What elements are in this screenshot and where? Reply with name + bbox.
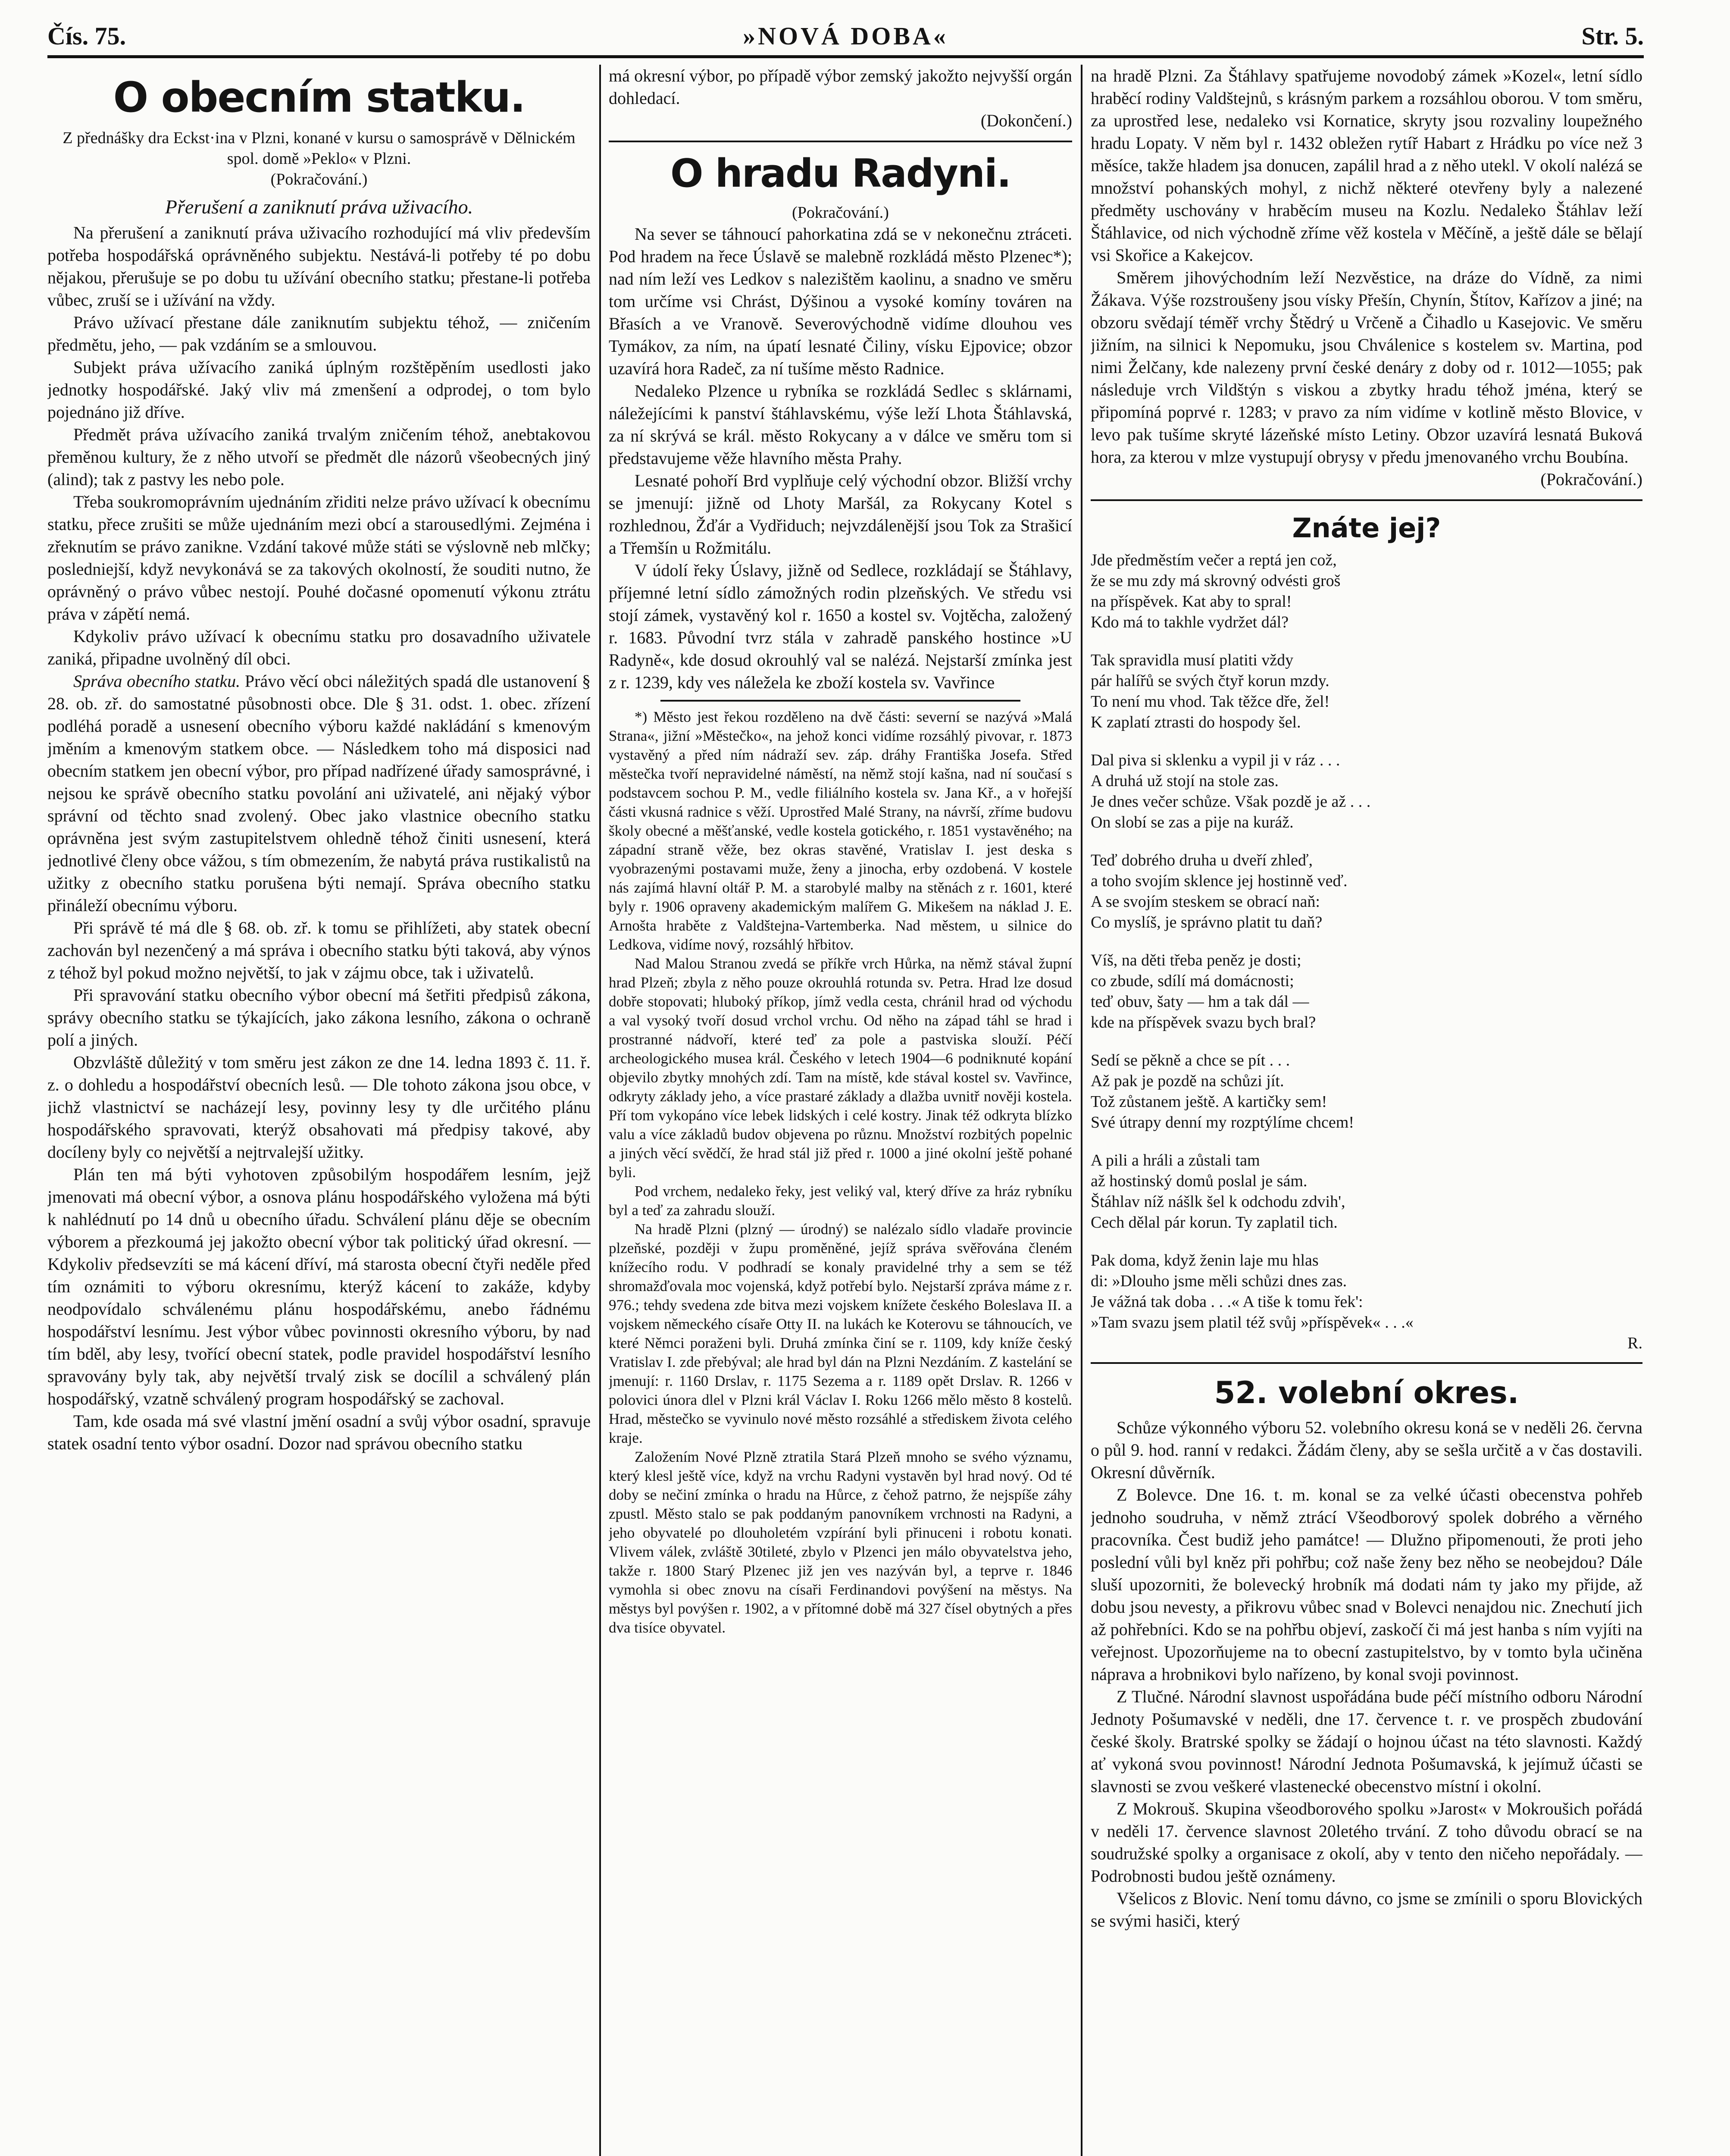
poem-line: až hostinský domů poslal je sám. (1091, 1172, 1308, 1190)
poem-title: Znáte jej? (1292, 512, 1441, 544)
continuation-note: (Pokračování.) (792, 204, 889, 222)
paragraph: V údolí řeky Úslavy, jižně od Sedlece, rozkládají se Štáhlavy, příjemné letní sídlo zámožných rodin plzeňských. Ve středu vsi stojí zámek, vystavěný kol r. 1650 a kostel sv. Vojtěcha, založený r. 1683. Původní tvrz stála v zahradě panského hostince »U Radyně«, kde dosud okrouhlý val se nalézá. Nejstarší zmínka jest z r. 1239, kdy ves náležela ke zboží kostela sv. Vavřince (609, 561, 1072, 692)
footnote: Nad Malou Stranou zvedá se příkře vrch Hůrka, na němž stával župní hrad Plzeň; zbyla z něho pouze okrouhlá rotunda sv. Petra. Hrad lze dosud dobře stopovati; hluboký příkop, jímž vedla cesta, chránil hrad od východu a val vysoký tvoří dosud vrchol vrchu. Od něho na západ táhl se hrad i prostranné nádvoří, které teď za pole a pastviska slouží. Péčí archeologického musea král. Českého v letech 1904—6 podniknuté kopání objevilo zbytky mnohých zdí. Tam na místě, kde stával kostel sv. Vavřince, odkryty základy jeho, a více prastaré základy a dlažba uvnitř nověji kostela. Pří tom vykopáno více lebek lidských i celé kostry. Jinak též odkryta blízko valu a více základů budov objevena po různu. Množství rozbitých popelnic a jiných věcí svědčí, že hrad stál již před r. 1000 a jiné okolní ještě pohané byli. (609, 955, 1072, 1181)
notice-paragraph: Schůze výkonného výboru 52. volebního okresu koná se v neděli 26. června o půl 9. hod. ranní v redakci. Žádám členy, aby se sešla určitě a v čas dostavili. Okresní důvěrník. (1091, 1418, 1642, 1482)
article-title-obecni-statek: O obecním statku. (113, 73, 525, 122)
paragraph: Lesnaté pohoří Brd vyplňuje celý východní obzor. Bližší vrchy se jmenují: jižně od Lhoty Maršál, za Rokycany Kotel s rozhlednou, Žďár a Vydřiduch; nejvzdálenější jsou Tok za Strašicí a Třemšín u Rožmitálu. (609, 471, 1072, 558)
poem-line: A druhá už stojí na stole zas. (1091, 772, 1279, 790)
poem-line: K zaplatí ztrasti do hospody šel. (1091, 713, 1301, 731)
poem-line: »Tam svazu jsem platil též svůj »příspěvek« . . .« (1091, 1313, 1414, 1332)
column-2 (609, 65, 1072, 2156)
poem-line: Cech dělal pár korun. Ty zaplatil tich. (1091, 1213, 1338, 1232)
issue-number: Čís. 75. (47, 22, 126, 50)
poem-line: Své útrapy denní my rozptýlíme chcem! (1091, 1113, 1354, 1131)
poem-line: pár halířů se svých čtyř korun mzdy. (1091, 672, 1330, 690)
paragraph: Na sever se táhnoucí pahorkatina zdá se v nekonečnu ztráceti. Pod hradem na řece Úslavě se malebně rozkládá město Plzenec*); nad ním leží ves Ledkov s nalezištěm kaolinu, a snadno ve směru tom určíme vsi Chrást, Dýšinou a vysoké komíny továren na Břasích a ve Vranově. Severovýchodně vidíme dlouhou ves Tymákov, za ním, na úpatí lesnaté Čiliny, vísku Ejpovice; obzor uzavírá hora Radeč, za ní tušíme město Radnice. (609, 224, 1072, 378)
paragraph: Na přerušení a zaniknutí práva uživacího rozhodující má vliv především potřeba hospodářská oprávněného subjektu. Nestává-li potřeby té po dobu nějakou, přerušuje se po dobu tu užívání obecního statku; přestane-li potřeba vůbec, zruší se i užívání na vždy. (47, 223, 591, 310)
poem-line: Sedí se pěkně a chce se pít . . . (1091, 1051, 1290, 1069)
footnote: *) Město jest řekou rozděleno na dvě části: severní se nazývá »Malá Strana«, jižní »Městečko«, na jehož konci vidíme rozsáhlý pivovar, r. 1873 vystavěný a před ním nádraží sev. záp. dráhy Františka Josefa. Střed městečka tvoří nepravidelné náměstí, na němž stojí kašna, nad ní současí s podstavcem sochou P. M., vedle filiálního kostela sv. Jana Kř., a v hořejší části vkusná radnice s věží. Uprostřed Malé Strany, na návrší, zříme budovu školy obecné a měšťanské, vedle kostela gotického, r. 1851 vystavěného; na západní straně věže, bez okras stavěné, Vratislav I. jest deska s vyobrazenými postavami muže, ženy a jinocha, erby ozdobená. V kostele nás zajímá hlavní oltář P. M. a starobylé malby na stěnách z r. 1601, které byly r. 1906 opraveny akademickým malířem G. Mikešem na náklad J. E. Arnošta hraběte z Valdštejna-Vartemberka. Nad městem, u silnice do Ledkova, vidíme nový, rozsáhlý hřbitov. (609, 708, 1072, 953)
column-rule-2 (1081, 65, 1082, 2156)
poem-line: Co myslíš, je správno platit tu daň? (1091, 913, 1323, 931)
paragraph: Při správě té má dle § 68. ob. zř. k tomu se přihlížeti, aby statek obecní zachován byl nezenčený a má správa i obecního statku býti taková, aby výnos z téhož byl pokud možno největší, to jak v zájmu obce, tak i uživatelů. (47, 918, 591, 982)
poem-line: Pak doma, když ženin laje mu hlas (1091, 1251, 1319, 1269)
poem-signature: R. (1627, 1334, 1642, 1352)
poem-line: kde na příspěvek svazu bych bral? (1091, 1013, 1316, 1031)
page-header (47, 13, 1644, 56)
paragraph: Při spravování statku obecního výbor obecní má šetřiti předpisů zákona, správy obecního statku se týkajících, jako zákona lesního, zákona o ochraně polí a jiných. (47, 985, 591, 1050)
article-title-radyne: O hradu Radyni. (670, 151, 1011, 196)
column-3 (1091, 65, 1642, 2156)
poem-line: Tak spravidla musí platiti vždy (1091, 651, 1294, 669)
paragraph: Plán ten má býti vyhotoven způsobilým hospodářem lesním, jejž jmenovati má obecní výbor, a osnova plánu hospodářského vyložena má býti k nahlédnutí po 14 dnů u obecního úřadu. Schválení plánu děje se obecním výborem a přezkoumá jej jakožto obecní výbor tak politický úřad okresní. — Kdykoliv předsevzíti se má kácení dříví, má starosta obecní čtyři neděle před tím oznámiti to výboru okresnímu, kterýž kácení to zakáže, kdyby neodpovídalo schválenému plánu hospodářskému, anebo řádnému hospodářství lesnímu. Jest výbor vůbec povinnosti okresního výboru, by nad tím bděl, aby lesy, tvořící obecní statek, podle pravidel hospodářství lesního spravovány byly tak, aby největší trvalý zisk se docílil a schválený plán hospodářský, vzatně schválený program hospodářský se zachoval. (47, 1165, 591, 1408)
paragraph: Třeba soukromoprávním ujednáním zřiditi nelze právo užívací k obecnímu statku, přece zrušiti se může ujednáním mezi obcí a starousedlými. Zejména i zřeknutím se právo zanikne. Vzdání takové může státi se výslovně neb mlčky; posledniejší, když nevykonává se za takových okolností, že souditi nutno, že oprávněný o právo vůbec nestojí. Pouhé dočasné opomenutí výkonu ztrátu práva v zápětí nemá. (47, 492, 591, 624)
poem-line: On slobí se zas a pije na kuráž. (1091, 813, 1294, 831)
footnote: Založením Nové Plzně ztratila Stará Plzeň mnoho se svého významu, který klesl ještě více, když na vrchu Radyni vystavěn byl hrad nový. Od té doby se nečiní zmínka o hradu na Hůrce, z čehož patrno, že nejspíše záhy zpustl. Město stalo se pak poddaným panovníkem vrchnosti na Radyni, a jeho obyvatelé po dlouholetém vzpírání byli přinuceni i robotu konati. Vlivem válek, zvláště 30tileté, zbylo v Plzenci jen málo obyvatelstva jeho, takže r. 1800 Starý Plzenec již jen ves nazýván byl, a teprve r. 1846 vymohla si obec znovu na císaři Ferdinandovi povýšení na městys. Na městys byl povýšen r. 1902, a v přítomné době má 327 čísel obytných a přes dva tisíce obyvatel. (609, 1448, 1072, 1636)
newspaper-title: »NOVÁ DOBA« (743, 22, 948, 50)
poem-line: To není mu vhod. Tak těžce dře, žel! (1091, 693, 1330, 711)
poem-line: Až pak je pozdě na schůzi jít. (1091, 1072, 1284, 1090)
paragraph: na hradě Plzni. Za Štáhlavy spatřujeme novodobý zámek »Kozel«, letní sídlo hraběcí rodiny Valdštejnů, s krásným parkem a rozsáhlou oborou. V tom směru, za uprostřed lese, nedaleko vsi Kornatice, skryty jsou rozvaliny loupežného hradu Lopaty. V něm byl r. 1432 obležen rytíř Habart z Hrádku po více než 3 měsíce, takže hladem jsa donucen, zapálil hrad a z něho utekl. V okolí nalézá se množství pohanských mohyl, z nichž některé otevřeny byly a nalezené předměty uschovány v hraběcím museu na Kozlu. Nedaleko Štáhlav leží Štáhlavice, od nich východně zříme věž kostela v Měčíně, a ještě dále se bělají vsi Skořice a Kakejcov. (1091, 66, 1642, 265)
poem-line: Tož zůstanem ještě. A kartičky sem! (1091, 1093, 1327, 1111)
poem-line: a toho svojím sklence jej hostinně veď. (1091, 872, 1348, 890)
poem-line: na příspěvek. Kat aby to spral! (1091, 592, 1292, 611)
continuation-note: (Pokračování.) (1540, 470, 1642, 489)
footnote: Pod vrchem, nedaleko řeky, jest veliký val, který dříve za hráz rybníku byl a teď za zahradu slouží. (609, 1183, 1072, 1219)
poem-line: teď obuv, šaty — hm a tak dál — (1091, 993, 1309, 1011)
paragraph: Správa obecního statku. Právo věcí obci náležitých spadá dle ustanovení § 28. ob. zř. do samostatné působnosti obce. Dle § 31. odst. 1. obec. zřízení podléhá poradě a usnesení obecního výboru každé nakládání s kmenovým jměním a kmenovým statkem obce. — Následkem toho má disposici nad obecním statkem jen obecní výbor, pro případ nadřízené úřady samosprávné, i nejsou ke správě obecního statku povolání ani uživatelé, ani nějaký výbor správní od těchto snad zvolený. Obec jako vlastnice obecního statku oprávněna jest svým zastupitelstvem ohledně téhož činiti usnesení, která jednotlivé členy obce vážou, s tím obmezením, že nabytá práva rustikalistů na užitky z obecního statku porušena býti nemají. Správa obecního statku přináleží obecnímu výboru. (47, 671, 591, 915)
poem (1091, 550, 1642, 1354)
poem-line: Jde předměstím večer a reptá jen což, (1091, 551, 1337, 569)
poem-line: co zbude, sdílí má domácnosti; (1091, 972, 1294, 990)
paragraph: Nedaleko Plzence u rybníka se rozkládá Sedlec s sklárnami, náležejícími k panství štáhlavskému, výše leží Lhota Štáhlavská, za ní skrývá se král. město Rokycany a v dálce ve směru tom si představujeme věže hlavního města Prahy. (609, 381, 1072, 468)
paragraph: Právo užívací přestane dále zaniknutím subjektu téhož, — zničením předmětu, jeho, — pak vzdáním se a smlouvou. (47, 313, 591, 354)
section-heading-inline: Správa obecního statku. (73, 671, 245, 691)
poem-line: Je dnes večer schůze. Však pozdě je až . . . (1091, 793, 1371, 811)
notice-paragraph: Z Mokrouš. Skupina všeodborového spolku »Jarost« v Mokroušich pořádá v neděli 17. července slavnost 20letého trvání. Z toho důvodu obrací se na soudružské spolky a organisace z okolí, aby v tento den ničeho nepořádaly. — Podrobnosti budou ještě oznámeny. (1091, 1799, 1642, 1886)
poem-line: Víš, na děti třeba peněz je dosti; (1091, 951, 1301, 969)
header-rule (47, 55, 1644, 58)
paragraph: Kdykoliv právo užívací k obecnímu statku pro dosavadního uživatele zaniká, připadne uvolněný díl obci. (47, 627, 591, 668)
notice-title: 52. volební okres. (1214, 1375, 1519, 1410)
article-subtitle: Z přednášky dra Eckst·ina v Plzni, konané v kursu o samosprávě v Dělnickém spol. domě »Peklo« v Plzni. (63, 129, 576, 168)
poem-line: A pili a hráli a zůstali tam (1091, 1151, 1260, 1169)
paragraph: Subjekt práva užívacího zaniká úplným rozštěpěním usedlosti jako jednotky hospodářské. Jaký vliv má zmenšení a odprodej, o tom bylo pojednáno již dříve. (47, 357, 591, 422)
notice-paragraph: Všelicos z Blovic. Není tomu dávno, co jsme se zmínili o sporu Blovických se svými hasiči, který (1091, 1889, 1642, 1930)
footnote-separator (660, 700, 1020, 702)
column-1 (47, 65, 591, 2156)
paragraph: Tam, kde osada má své vlastní jmění osadní a svůj výbor osadní, spravuje statek osadní tento výbor osadní. Dozor nad správou obecního statku (47, 1411, 591, 1453)
end-note: (Dokončení.) (980, 111, 1072, 130)
poem-line: A se svojím steskem se obrací naň: (1091, 893, 1320, 911)
article-separator (609, 141, 1072, 142)
continuation-note: (Pokračování.) (270, 170, 368, 188)
poem-line: Teď dobrého druha u dveří zhleď, (1091, 851, 1313, 869)
notice-paragraph: Z Tlučné. Národní slavnost uspořádána bude péčí místního odboru Národní Jednoty Pošumavské v neděli, dne 17. července t. r. ve prospěch zbudování české školy. Bratrské spolky se žádají o hojnou účast na této slavnosti. Každý ať vykoná svou povinnost! Národní Jednota Pošumavská, k jejímuž účasti se slavnosti se zvou veškeré vlastenecké obecenstvo místní i okolní. (1091, 1687, 1642, 1796)
paragraph: Směrem jihovýchodním leží Nezvěstice, na dráze do Vídně, za nimi Žákava. Výše rozstroušeny jsou vísky Přešín, Chynín, Štítov, Kařízov a jiné; na obzoru svědají téměř vrchy Štědrý u Vrčeně a Čihadlo u Kasejovic. Ve směru jižním, na silnici k Nepomuku, jsou Chválenice s kostelem sv. Martina, pod nimi Želčany, kde nalezeny první české denáry z doby od r. 1012—1055; pak následuje vrch Vildštýn s viskou a zbytky hradu téhož jména, který se připomíná poprvé r. 1283; v pravo za ním vidíme v kotlině město Blovice, v levo pak tušíme skryté lázeňské místo Letiny. Obzor uzavírá lesnatá Buková hora, za kterou v mlze vystupují obrysy v předu jmenovaného vrchu Boubína. (1091, 268, 1642, 467)
page-number: Str. 5. (1581, 22, 1644, 50)
paragraph: Obzvláště důležitý v tom směru jest zákon ze dne 14. ledna 1893 č. 11. ř. z. o dohledu a hospodářství obecních lesů. — Dle tohoto zákona jsou obce, v jichž vlastnictví se nacházejí lesy, povinny lesy ty dle určitého plánu hospodářského spravovati, kterýž obsahovati má předpisy takové, aby docíleny byly co největší a nejtrvalejší užitky. (47, 1053, 591, 1162)
poem-line: Dal piva si sklenku a vypil ji v ráz . . . (1091, 751, 1340, 769)
poem-line: že se mu zdy má skrovný odvésti groš (1091, 572, 1341, 590)
footnote: Na hradě Plzni (plzný — úrodný) se nalézalo sídlo vladaře provincie plzeňské, později v župu proměněné, jejíž správa svěřována členém knížecího rodu. V podhradí se konaly pravidelné trhy a sem se též shromažďovala moc vojenská, když potřebí bylo. Nejstarší zpráva máme z r. 976.; tehdy svedena zde bitva mezi vojskem knížete českého Boleslava II. a vojskem německého císaře Otty II. na lukách ke Koterovu se táhnoucích, ve které Němci poraženi byli. Druhá zmínka činí se r. 1109, kdy kníže český Vratislav I. zde přebýval; ale hrad byl dán na Plzni Nezdáním. Z kastelání se jmenují: r. 1160 Drslav, r. 1175 Sezema a r. 1189 opět Drslav. R. 1266 v polovici února dlel v Plzni král Václav I. Roku 1266 mělo město 8 kostelů. Hrad, městečko se vyvinulo nové město rozsáhlé a střediskem života celého kraje. (609, 1221, 1072, 1446)
paragraph: Předmět práva užívacího zaniká trvalým zničením téhož, anebtakovou přeměnou kultury, že z něho utvoří se předmět dle názorů všeobecných jiný (alind); tak z pastvy les nebo pole. (47, 425, 591, 489)
poem-line: Kdo má to takhle vydržet dál? (1091, 613, 1289, 631)
article-separator (1091, 499, 1642, 501)
section-heading: Přerušení a zaniknutí práva uživacího. (165, 196, 473, 218)
poem-line: Štáhlav níž nášlk šel k odchodu zdvih', (1091, 1193, 1345, 1211)
column-rule-1 (599, 65, 601, 2156)
poem-line: Je vážná tak doba . . .« A tiše k tomu řek': (1091, 1293, 1363, 1311)
poem-line: di: »Dlouho jsme měli schůzi dnes zas. (1091, 1272, 1347, 1290)
lead-paragraph: má okresní výbor, po případě výbor zemský jakožto nejvyšší orgán dohledací. (609, 66, 1072, 108)
notice-paragraph: Z Bolevce. Dne 16. t. m. konal se za velké účasti obecenstva pohřeb jednoho soudruha, v němž ztrácí Všeodborový spolek dobrého a věrného pracovníka. Čest budiž jeho památce! — Dlužno připomenouti, že proti jeho poslední vůli byl kněz při pohřbu; což naše ženy bez něho se neobejdou? Dále sluší upozorniti, že bolevecký hrobník má dodati nám ty jako my přijde, až dobu jsou nevesty, a přikrovu vůbec snad v Bolevci nenajdou nic. Znechutí jich až pohřebníci. Kdo se na pohřbu objeví, zaskočí či má jest hanba s ním vyjíti na veřejnost. Upozorňujeme na to obecní zastupitelstvo, by v tomto byla učiněna náprava a hrobnikovi bylo nařízeno, by konal svoji povinnost. (1091, 1485, 1642, 1684)
article-separator (1091, 1362, 1642, 1364)
